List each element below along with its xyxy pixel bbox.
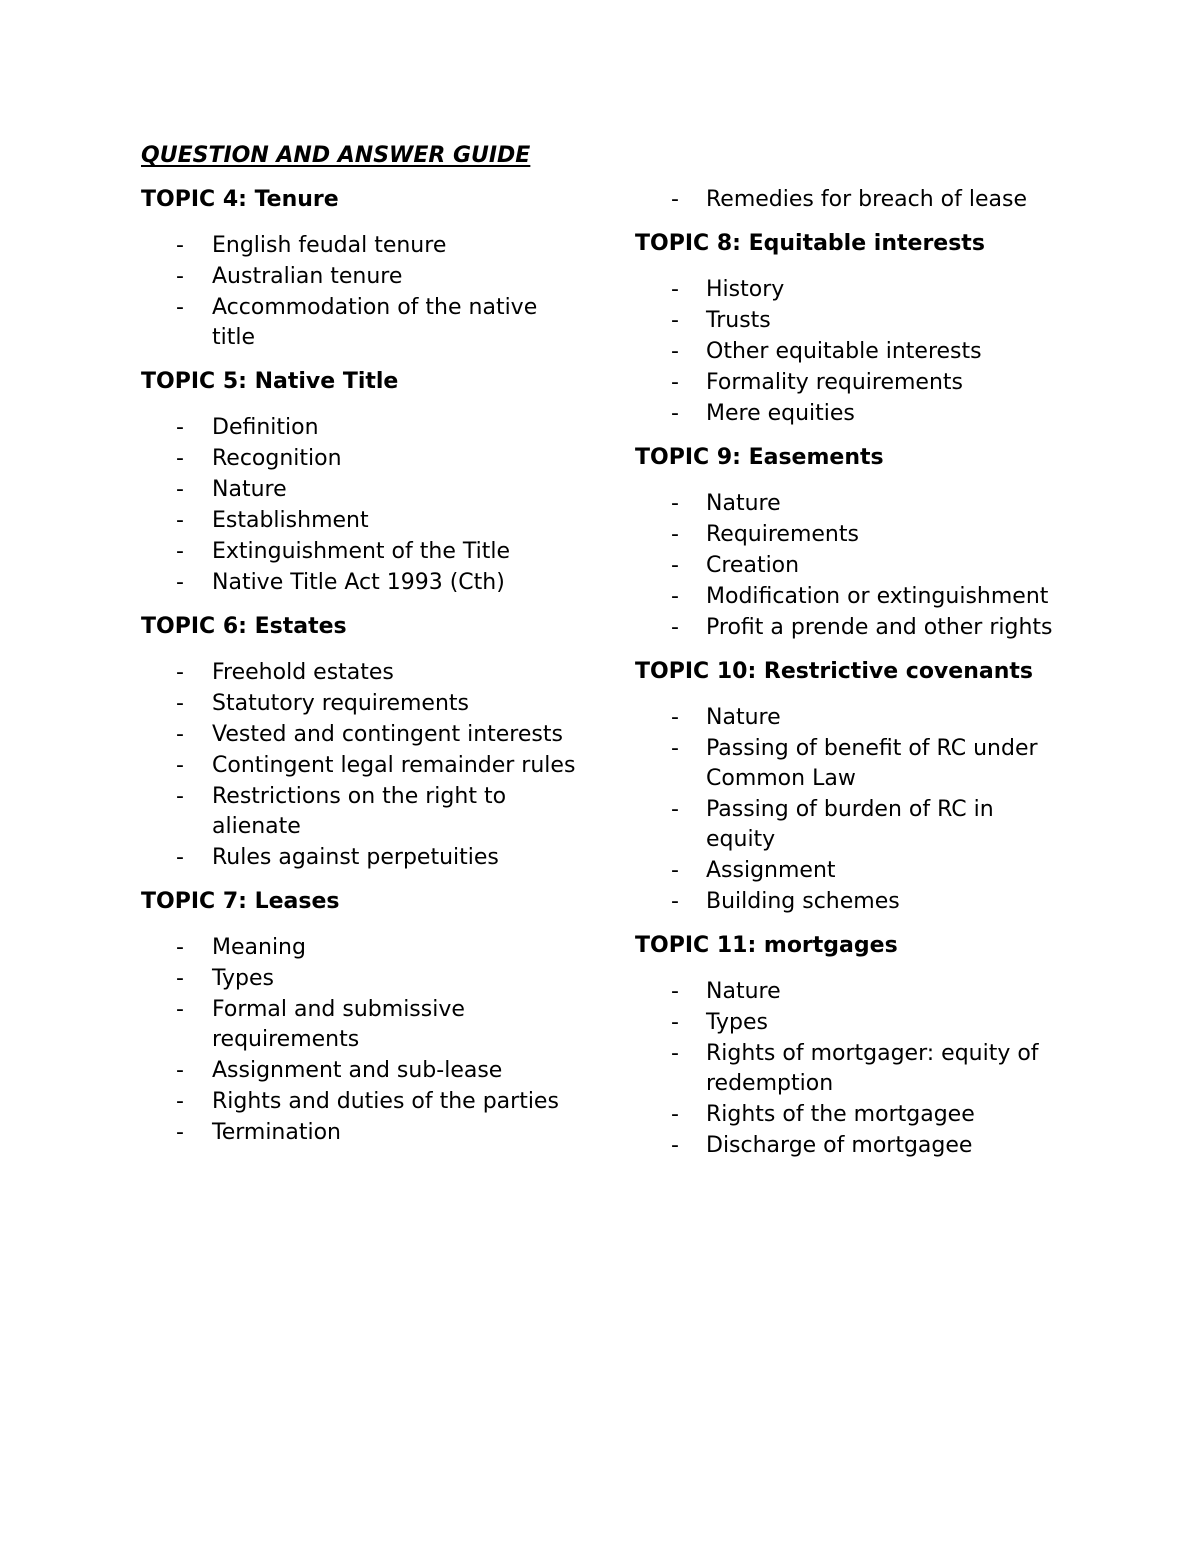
- left-column: [141, 185, 581, 1162]
- dash-bullet: -: [176, 295, 184, 320]
- list-item: [141, 444, 581, 474]
- topic-heading: TOPIC 8: Equitable interests: [635, 231, 985, 256]
- topic-heading: TOPIC 7: Leases: [141, 889, 340, 914]
- dash-bullet: -: [176, 660, 184, 685]
- list-item-text: Restrictions on the right to alienate: [212, 784, 507, 839]
- dash-bullet: -: [176, 539, 184, 564]
- dash-bullet: -: [176, 691, 184, 716]
- list-item-text: Profit a prende and other rights: [706, 615, 1053, 640]
- dash-bullet: -: [671, 705, 679, 730]
- list-item: [141, 751, 581, 781]
- topic-section: [141, 887, 581, 1148]
- list-item: [635, 1008, 1065, 1038]
- list-item: [141, 413, 581, 443]
- list-item: [141, 537, 581, 567]
- list-item-text: Creation: [706, 553, 800, 578]
- list-item: [141, 293, 581, 353]
- list-item: [635, 368, 1065, 398]
- list-item-text: Australian tenure: [212, 264, 403, 289]
- list-item: [635, 613, 1065, 643]
- list-item: [141, 843, 581, 873]
- topic-heading: TOPIC 9: Easements: [635, 445, 884, 470]
- list-item-text: Formality requirements: [706, 370, 963, 395]
- topic-section: [141, 612, 581, 873]
- list-item-text: Mere equities: [706, 401, 855, 426]
- list-item: [141, 689, 581, 719]
- dash-bullet: -: [671, 401, 679, 426]
- list-item-text: Rights of the mortgagee: [706, 1102, 975, 1127]
- list-item-text: Trusts: [706, 308, 771, 333]
- list-item-text: Passing of burden of RC in equity: [706, 797, 994, 852]
- list-item: [141, 658, 581, 688]
- list-item: [635, 551, 1065, 581]
- list-item: [141, 964, 581, 994]
- list-item: [141, 231, 581, 261]
- list-item: [635, 582, 1065, 612]
- list-item: [635, 275, 1065, 305]
- list-item: [141, 506, 581, 536]
- list-item-text: Vested and contingent interests: [212, 722, 563, 747]
- list-item-text: Requirements: [706, 522, 859, 547]
- list-item: [635, 1100, 1065, 1130]
- list-item-text: Types: [212, 966, 274, 991]
- dash-bullet: -: [671, 889, 679, 914]
- topic-item-list: [141, 933, 581, 1148]
- dash-bullet: -: [671, 1010, 679, 1035]
- topic-section: [635, 443, 1065, 643]
- dash-bullet: -: [176, 415, 184, 440]
- list-item-text: History: [706, 277, 785, 302]
- list-item-text: Definition: [212, 415, 319, 440]
- list-item-text: Remedies for breach of lease: [706, 187, 1028, 212]
- dash-bullet: -: [176, 1089, 184, 1114]
- topic-section: [635, 229, 1065, 429]
- dash-bullet: -: [176, 264, 184, 289]
- topic-heading: TOPIC 10: Restrictive covenants: [635, 659, 1033, 684]
- continued-item-list: [635, 185, 1065, 215]
- list-item: [141, 568, 581, 598]
- document-title: QUESTION AND ANSWER GUIDE: [141, 143, 531, 168]
- list-item: [141, 1056, 581, 1086]
- list-item: [635, 399, 1065, 429]
- dash-bullet: -: [176, 570, 184, 595]
- list-item-text: Nature: [706, 705, 781, 730]
- dash-bullet: -: [176, 233, 184, 258]
- list-item: [141, 1087, 581, 1117]
- topic-section: [635, 931, 1065, 1161]
- list-item: [141, 475, 581, 505]
- list-item: [635, 887, 1065, 917]
- list-item-text: Assignment: [706, 858, 836, 883]
- list-item-text: Nature: [706, 491, 781, 516]
- dash-bullet: -: [671, 1041, 679, 1066]
- topic-section: [141, 185, 581, 353]
- list-item: [635, 520, 1065, 550]
- dash-bullet: -: [176, 508, 184, 533]
- list-item-text: Discharge of mortgagee: [706, 1133, 973, 1158]
- list-item: [635, 734, 1065, 794]
- list-item-text: Rules against perpetuities: [212, 845, 499, 870]
- list-item: [635, 977, 1065, 1007]
- topic-item-list: [635, 977, 1065, 1161]
- list-item-text: Formal and submissive requirements: [212, 997, 465, 1052]
- dash-bullet: -: [176, 784, 184, 809]
- list-item-text: Extinguishment of the Title: [212, 539, 510, 564]
- dash-bullet: -: [176, 997, 184, 1022]
- list-item-text: Assignment and sub-lease: [212, 1058, 503, 1083]
- dash-bullet: -: [671, 491, 679, 516]
- dash-bullet: -: [176, 1058, 184, 1083]
- list-item-text: Rights and duties of the parties: [212, 1089, 559, 1114]
- list-item: [635, 1039, 1065, 1099]
- dash-bullet: -: [671, 979, 679, 1004]
- dash-bullet: -: [671, 1133, 679, 1158]
- list-item-text: Modification or extinguishment: [706, 584, 1049, 609]
- list-item-text: Meaning: [212, 935, 306, 960]
- topic-item-list: [635, 703, 1065, 917]
- dash-bullet: -: [671, 308, 679, 333]
- dash-bullet: -: [671, 584, 679, 609]
- list-item-text: Building schemes: [706, 889, 900, 914]
- list-item: [141, 995, 581, 1055]
- topic-heading: TOPIC 6: Estates: [141, 614, 347, 639]
- dash-bullet: -: [671, 615, 679, 640]
- dash-bullet: -: [176, 753, 184, 778]
- dash-bullet: -: [671, 797, 679, 822]
- dash-bullet: -: [671, 277, 679, 302]
- continued-list-section: [635, 185, 1065, 215]
- list-item: [141, 933, 581, 963]
- list-item-text: Termination: [212, 1120, 342, 1145]
- dash-bullet: -: [671, 339, 679, 364]
- dash-bullet: -: [176, 477, 184, 502]
- list-item-text: Statutory requirements: [212, 691, 469, 716]
- dash-bullet: -: [176, 446, 184, 471]
- list-item-text: Other equitable interests: [706, 339, 982, 364]
- list-item-text: English feudal tenure: [212, 233, 447, 258]
- dash-bullet: -: [176, 1120, 184, 1145]
- list-item: [635, 185, 1065, 215]
- list-item-text: Contingent legal remainder rules: [212, 753, 576, 778]
- list-item-text: Passing of benefit of RC under Common Law: [706, 736, 1038, 791]
- list-item-text: Nature: [212, 477, 287, 502]
- topic-heading: TOPIC 11: mortgages: [635, 933, 898, 958]
- list-item-text: Types: [706, 1010, 768, 1035]
- list-item: [635, 306, 1065, 336]
- list-item: [141, 720, 581, 750]
- list-item-text: Establishment: [212, 508, 369, 533]
- dash-bullet: -: [176, 722, 184, 747]
- dash-bullet: -: [671, 736, 679, 761]
- list-item: [635, 1131, 1065, 1161]
- list-item: [141, 1118, 581, 1148]
- list-item-text: Rights of mortgager: equity of redemption: [706, 1041, 1039, 1096]
- dash-bullet: -: [671, 370, 679, 395]
- list-item: [635, 489, 1065, 519]
- topic-item-list: [635, 489, 1065, 643]
- list-item: [635, 795, 1065, 855]
- list-item-text: Freehold estates: [212, 660, 394, 685]
- list-item: [141, 262, 581, 292]
- dash-bullet: -: [176, 935, 184, 960]
- topic-heading: TOPIC 5: Native Title: [141, 369, 399, 394]
- dash-bullet: -: [176, 845, 184, 870]
- dash-bullet: -: [671, 858, 679, 883]
- right-column: [635, 185, 1065, 1175]
- topic-heading: TOPIC 4: Tenure: [141, 187, 339, 212]
- topic-item-list: [141, 231, 581, 353]
- list-item-text: Nature: [706, 979, 781, 1004]
- list-item: [141, 782, 581, 842]
- list-item-text: Accommodation of the native title: [212, 295, 538, 350]
- topic-item-list: [141, 413, 581, 598]
- dash-bullet: -: [671, 553, 679, 578]
- list-item-text: Native Title Act 1993 (Cth): [212, 570, 505, 595]
- list-item: [635, 703, 1065, 733]
- dash-bullet: -: [671, 187, 679, 212]
- topic-section: [141, 367, 581, 598]
- topic-item-list: [635, 275, 1065, 429]
- list-item: [635, 856, 1065, 886]
- topic-section: [635, 657, 1065, 917]
- list-item: [635, 337, 1065, 367]
- dash-bullet: -: [176, 966, 184, 991]
- dash-bullet: -: [671, 1102, 679, 1127]
- topic-item-list: [141, 658, 581, 873]
- list-item-text: Recognition: [212, 446, 342, 471]
- dash-bullet: -: [671, 522, 679, 547]
